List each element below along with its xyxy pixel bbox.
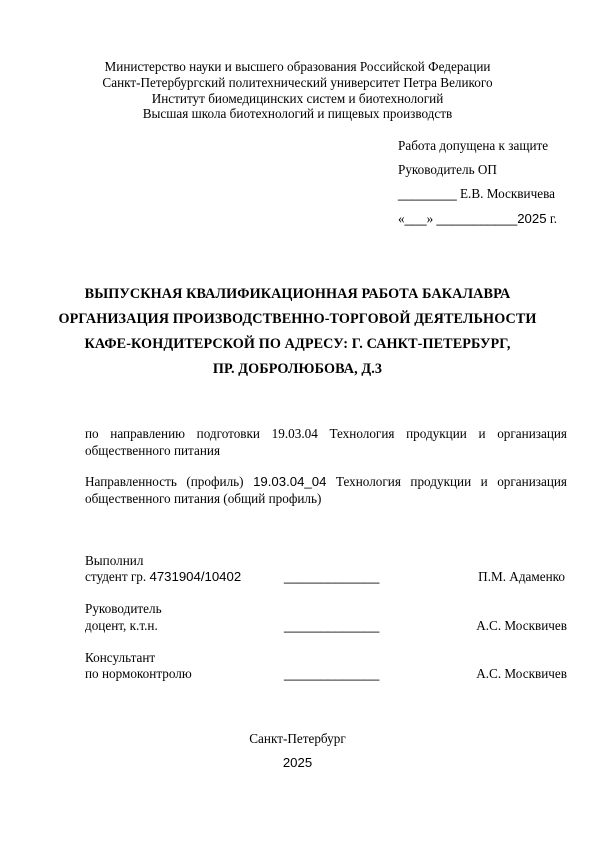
consultant-position: по нормоконтролю	[85, 666, 192, 681]
performer-position	[85, 569, 241, 585]
performer-group: 4731904/10402	[149, 569, 242, 584]
date-month-blank: ___________	[436, 211, 518, 226]
approval-head-signature	[398, 186, 555, 202]
footer-year: 2025	[282, 755, 313, 770]
profile-prefix: Направленность (профиль)	[85, 474, 254, 489]
date-year: 2025	[517, 211, 547, 226]
performer-signature-line: _____________	[284, 569, 380, 584]
consultant-name: А.С. Москвичев	[476, 666, 567, 681]
profile-code: 19.03.04_04	[253, 474, 327, 489]
institute-line: Институт биомедицинских систем и биотехнологий	[151, 91, 444, 106]
date-day-blank: ___	[404, 211, 427, 226]
direction-code: 19.03.04	[271, 426, 318, 441]
direction-name: Технология продукции и организация общественного питания	[85, 426, 567, 458]
thesis-topic-line-1: ОРГАНИЗАЦИЯ ПРОИЗВОДСТВЕННО-ТОРГОВОЙ ДЕЯТЕЛЬНОСТИ	[58, 311, 537, 327]
direction-prefix: по направлению подготовки	[85, 426, 272, 441]
supervisor-role: Руководитель	[85, 601, 162, 616]
supervisor-signature-line: _____________	[284, 618, 380, 633]
consultant-signature-line: _____________	[284, 666, 380, 681]
approval-admitted: Работа допущена к защите	[398, 138, 549, 153]
footer-city: Санкт-Петербург	[249, 731, 346, 746]
signature-line: ________	[398, 186, 457, 201]
approval-head-role: Руководитель ОП	[398, 162, 497, 177]
ministry-line: Министерство науки и высшего образования Российской Федерации	[104, 59, 491, 74]
performer-position-prefix: студент гр.	[85, 569, 150, 584]
performer-name: П.М. Адаменко	[478, 569, 565, 584]
study-direction	[85, 425, 567, 459]
consultant-role: Консультант	[85, 650, 156, 665]
performer-role: Выполнил	[85, 553, 144, 568]
supervisor-name: А.С. Москвичев	[476, 618, 567, 633]
study-profile	[85, 473, 567, 507]
university-line: Санкт-Петербургский политехнический университет Петра Великого	[102, 75, 493, 90]
approval-date	[398, 211, 557, 227]
date-suffix: г.	[546, 211, 558, 226]
school-line: Высшая школа биотехнологий и пищевых производств	[142, 106, 453, 121]
profile-name: Технология продукции и организация общественного питания (общий профиль)	[85, 474, 568, 506]
date-close-quote: »	[426, 211, 434, 226]
date-open-quote: «	[398, 211, 405, 226]
thesis-topic-line-2: КАФЕ-КОНДИТЕРСКОЙ ПО АДРЕСУ: Г. САНКТ-ПЕТЕРБУРГ,	[84, 336, 511, 352]
approval-head-name: Е.В. Москвичева	[459, 186, 555, 201]
thesis-type: ВЫПУСКНАЯ КВАЛИФИКАЦИОННАЯ РАБОТА БАКАЛАВРА	[84, 286, 511, 302]
thesis-topic-line-3: ПР. ДОБРОЛЮБОВА, Д.3	[212, 361, 383, 377]
supervisor-position: доцент, к.т.н.	[85, 618, 158, 633]
